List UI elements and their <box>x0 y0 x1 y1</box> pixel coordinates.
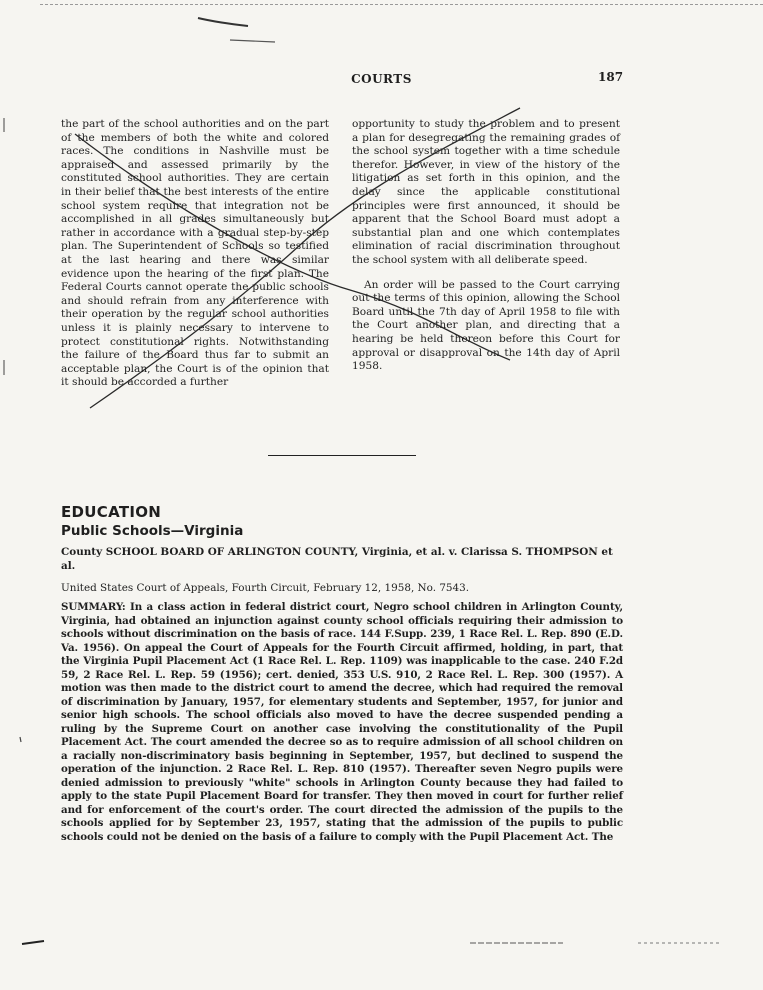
subsection-title: Public Schools—Virginia <box>61 523 244 539</box>
section-title: EDUCATION <box>61 503 162 521</box>
case-title: County SCHOOL BOARD OF ARLINGTON COUNTY, Virginia, et al. v. Clarissa S. THOMPSON et al. <box>61 546 613 572</box>
court-citation: United States Court of Appeals, Fourth Circuit, February 12, 1958, No. 7543. <box>61 582 470 594</box>
left-column-paragraph: the part of the school authorities and on the part of the members of both the white and colored races. The conditions in Nashville must be appraised and assessed primarily by the constituted school authorities. They are certain in their belief that the best interests of the entire school system require that integration not be accomplished in all grades simultaneously but rather in accordance with a gradual step-by-step plan. The Superintendent of Schools so testified at the last hearing and there was similar evidence upon the hearing of the first plan. The Federal Courts cannot operate the public schools and should refrain from any interference with their operation by the regular school authorities unless it is plainly necessary to intervene to protect constitutional rights. Notwithstanding the failure of the Board thus far to submit an acceptable plan, the Court is of the opinion that it should be accorded a further <box>61 118 329 389</box>
top-scribble-mark <box>230 40 275 42</box>
running-header: COURTS <box>351 72 412 86</box>
right-column <box>352 118 620 374</box>
section-divider <box>268 455 416 456</box>
left-column <box>61 118 329 390</box>
page-number: 187 <box>598 70 624 84</box>
summary-text: In a class action in federal district court, Negro school children in Arlington County, Virginia, had obtained an injunction against county school officials requiring their admission to schools without discrimination on the basis of race. 144 F.Supp. 239, 1 Race Rel. L. Rep. 890 (E.D. Va. 1956). On appeal the Court of Appeals for the Fourth Circuit affirmed, holding, in part, that the Virginia Pupil Placement Act (1 Race Rel. L. Rep. 1109) was inapplicable to the case. 240 F.2d 59, 2 Race Rel. L. Rep. 59 (1956); cert. denied, 353 U.S. 910, 2 Race Rel. L. Rep. 300 (1957). A motion was then made to the district court to amend the decree, which had required the removal of discrimination by January, 1957, for elementary students and September, 1957, for junior and senior high schools. The school officials also moved to have the decree suspended pending a ruling by the Supreme Court on another case involving the constitutionality of the Pupil Placement Act. The court amended the decree so as to require admission of all school children on a racially non-discriminatory basis beginning in September, 1957, but declined to suspend the operation of the injunction. 2 Race Rel. L. Rep. 810 (1957). Thereafter seven Negro pupils were denied admission to previously "white" schools in Arlington County because they had failed to apply to the state Pupil Placement Board for transfer. They then moved in court for further relief and for enforcement of the court's order. The court directed the admission of the pupils to the schools applied for by September 23, 1957, stating that the admission of the pupils to public schools could not be denied on the basis of a failure to comply with the Pupil Placement Act. The <box>61 601 623 843</box>
bottom-edge-mark <box>22 941 44 944</box>
summary-label: SUMMARY: <box>61 601 126 613</box>
scan-edge-line <box>40 4 763 5</box>
margin-tick-mark <box>20 737 21 742</box>
right-column-paragraph-1: opportunity to study the problem and to present a plan for desegregating the remaining grades of the school system together with a time schedule therefor. However, in view of the history of the litigation as set forth in this opinion, and the delay since the applicable constitutional principles were first announced, it should be apparent that the School Board must adopt a substantial plan and one which contemplates elimination of racial discrimination throughout the school system with all deliberate speed. <box>352 118 620 266</box>
case-summary <box>61 601 623 844</box>
top-scribble-mark <box>198 18 248 26</box>
right-column-paragraph-2: An order will be passed to the Court carrying out the terms of this opinion, allowing the School Board until the 7th day of April 1958 to file with the Court another plan, and directing that a hearing be held thereon before this Court for approval or disapproval on the 14th day of April 1958. <box>352 278 620 373</box>
